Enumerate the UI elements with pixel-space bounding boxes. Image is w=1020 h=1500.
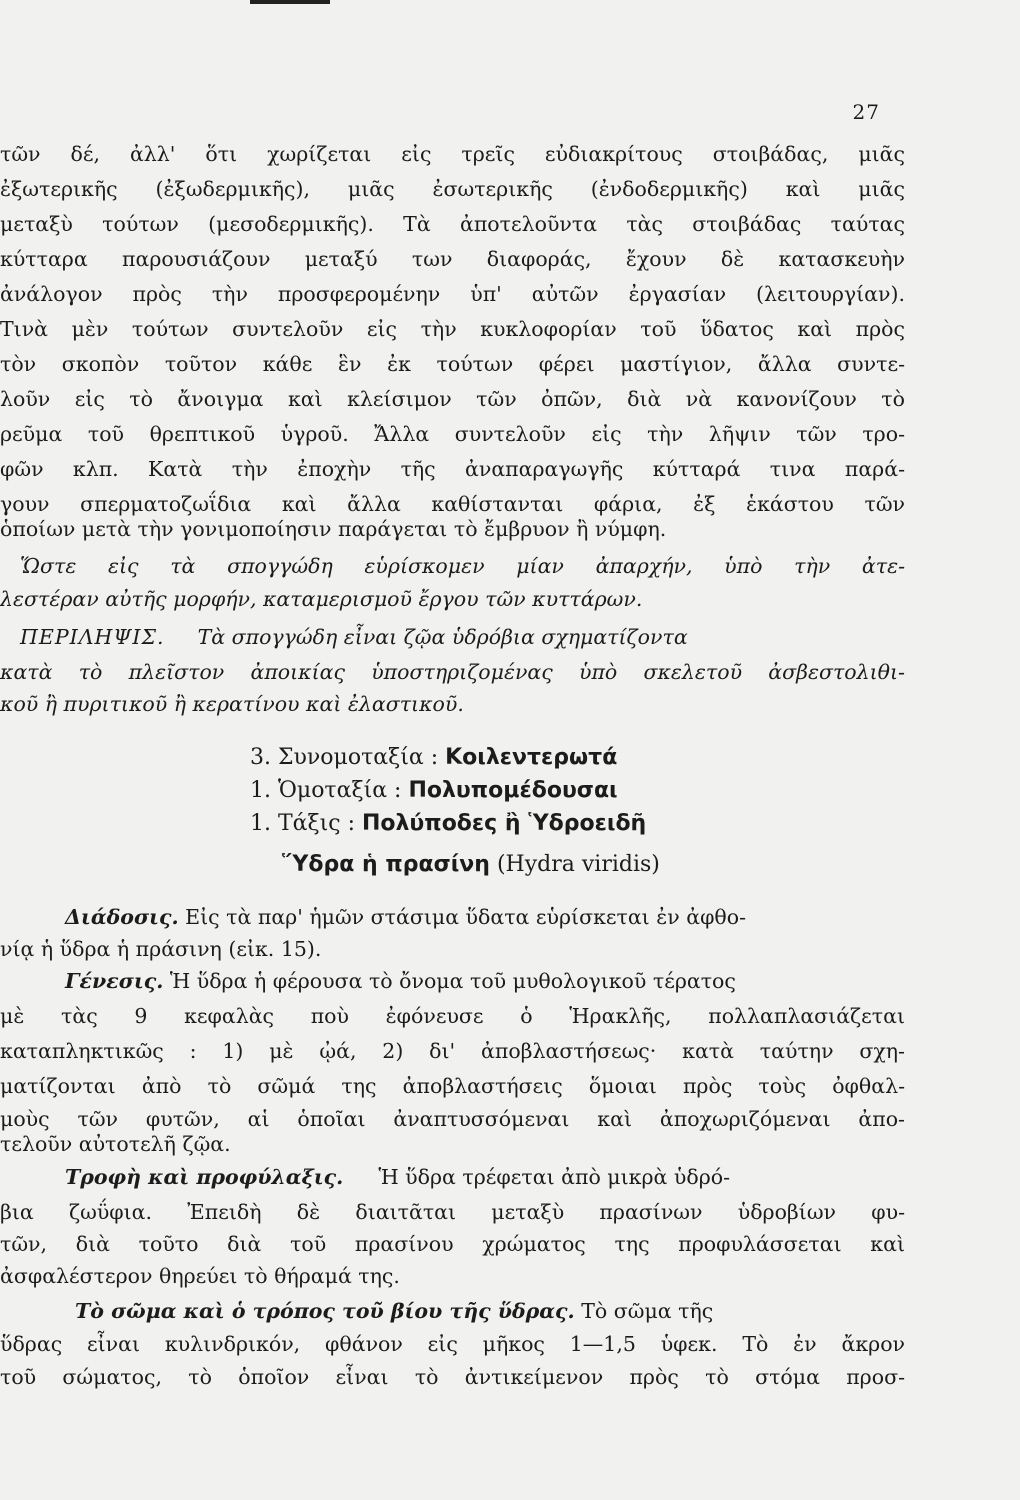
text-line: ματίζονται ἀπὸ τὸ σῶμά της ἀποβλαστήσεις ὅμοιαι πρὸς τοὺς ὀφθαλ- [0,1074,905,1098]
text-line: καταπληκτικῶς : 1) μὲ ᾠά, 2) δι' ἀποβλαστήσεως· κατὰ ταύτην σχη- [0,1039,905,1063]
summary-label: ΠΕΡΙΛΗΨΙΣ. [20,625,165,649]
text-line: τῶν, διὰ τοῦτο διὰ τοῦ πρασίνου χρώματος της προφυλάσσεται καὶ [0,1232,905,1256]
text-line: μεταξὺ τούτων (μεσοδερμικῆς). Τὰ ἀποτελοῦντα τὰς στοιβάδας ταύτας [0,212,905,236]
text-line: ἀσφαλέστερον θηρεύει τὸ θήραμά της. [0,1264,400,1288]
text-line: νίᾳ ἡ ὕδρα ἡ πράσινη (εἰκ. 15). [0,937,322,961]
italic-line: λεστέραν αὐτῆς μορφήν, καταμερισμοῦ ἔργου τῶν κυττάρων. [0,587,643,611]
phylum-prefix: 3. Συνομοταξία : [250,745,439,770]
text-line: τελοῦν αὐτοτελῆ ζῷα. [0,1132,231,1156]
species-name: Ὕδρα ἡ πρασίνη [282,852,490,877]
text-line: ἀνάλογον πρὸς τὴν προσφερομένην ὑπ' αὐτῶν ἐργασίαν (λειτουργίαν). [0,282,905,306]
diadosis-heading: Διάδοσις. [65,905,179,929]
summary-text: Τὰ σπογγώδη εἶναι ζῷα ὑδρόβια σχηματίζοντα [197,625,688,649]
text-line: τῶν δέ, ἀλλ' ὅτι χωρίζεται εἰς τρεῖς εὐδιακρίτους στοιβάδας, μιᾶς [0,142,905,166]
genesis-text: Ἡ ὕδρα ἡ φέρουσα τὸ ὄνομα τοῦ μυθολογικοῦ τέρατος [169,969,736,993]
soma-first-line [75,1297,905,1325]
italic-line: Ὥστε εἰς τὰ σπογγώδη εὑρίσκομεν μίαν ἀπαρχήν, ὑπὸ τὴν ἀτε- [20,554,905,578]
order-name: Πολύποδες ἢ Ὑδροειδῆ [361,811,647,836]
text-line: βια ζωΰφια. Ἐπειδὴ δὲ διαιτᾶται μεταξὺ πρασίνων ὑδροβίων φυ- [0,1200,905,1224]
text-line: Τινὰ μὲν τούτων συντελοῦν εἰς τὴν κυκλοφορίαν τοῦ ὕδατος καὶ πρὸς [0,317,905,341]
phylum-name: Κοιλεντερωτά [445,745,618,770]
soma-heading: Τὸ σῶμα καὶ ὁ τρόπος τοῦ βίου τῆς ὕδρας. [75,1299,575,1323]
summary-first-line [20,623,905,651]
summary-line: κοῦ ἢ πυριτικοῦ ἢ κερατίνου καὶ ἐλαστικοῦ. [0,692,464,716]
text-line: κύτταρα παρουσιάζουν μεταξύ των διαφοράς, ἔχουν δὲ κατασκευὴν [0,247,905,271]
phylum-line [250,743,950,773]
class-line [250,776,950,806]
text-line: λοῦν εἰς τὸ ἄνοιγμα καὶ κλείσιμον τῶν ὀπῶν, διὰ νὰ κανονίζουν τὸ [0,387,905,411]
trophe-text: Ἡ ὕδρα τρέφεται ἀπὸ μικρὰ ὑδρό- [378,1165,731,1189]
text-line: φῶν κλπ. Κατὰ τὴν ἐποχὴν τῆς ἀναπαραγωγῆς κύτταρά τινα παρά- [0,457,905,481]
text-line: ρεῦμα τοῦ θρεπτικοῦ ὑγροῦ. Ἄλλα συντελοῦν εἰς τὴν λῆψιν τῶν τρο- [0,422,905,446]
class-name: Πολυπομέδουσαι [408,778,618,803]
text-line: γουν σπερματοζωΐδια καὶ ἄλλα καθίστανται φάρια, ἐξ ἑκάστου τῶν [0,492,905,516]
text-line: τὸν σκοπὸν τοῦτον κάθε ἓν ἐκ τούτων φέρει μαστίγιον, ἄλλα συντε- [0,352,905,376]
top-edge-mark [250,0,330,4]
diadosis-text: Εἰς τὰ παρ' ἡμῶν στάσιμα ὕδατα εὑρίσκεται ἐν ἀφθο- [185,905,747,929]
text-line: μοὺς τῶν φυτῶν, αἱ ὁποῖαι ἀναπτυσσόμεναι καὶ ἀποχωριζόμεναι ἀπο- [0,1107,905,1131]
text-line: ἐξωτερικῆς (ἐξωδερμικῆς), μιᾶς ἐσωτερικῆς (ἐνδοδερμικῆς) καὶ μιᾶς [0,177,905,201]
genesis-heading: Γένεσις. [65,969,164,993]
soma-text: Τὸ σῶμα τῆς [581,1299,714,1323]
trophe-first-line [65,1163,905,1191]
text-line: μὲ τὰς 9 κεφαλὰς ποὺ ἐφόνευσε ὁ Ἡρακλῆς, πολλαπλασιάζεται [0,1004,905,1028]
trophe-heading: Τροφὴ καὶ προφύλαξις. [65,1165,344,1189]
diadosis-first-line [65,903,905,931]
class-prefix: 1. Ὁμοταξία : [250,778,402,803]
summary-line: κατὰ τὸ πλεῖστον ἀποικίας ὑποστηριζομένας ὑπὸ σκελετοῦ ἀσβεστολιθι- [0,660,905,684]
order-prefix: 1. Τάξις : [250,811,355,836]
species-line [282,850,982,880]
species-latin: (Hydra viridis) [496,852,660,877]
text-line: ὁποίων μετὰ τὴν γονιμοποίησιν παράγεται τὸ ἔμβρυον ἢ νύμφη. [0,517,667,541]
text-line: τοῦ σώματος, τὸ ὁποῖον εἶναι τὸ ἀντικείμενον πρὸς τὸ στόμα προσ- [0,1365,905,1389]
order-line [250,809,950,839]
genesis-first-line [65,967,905,995]
page-number: 27 [852,100,880,124]
text-line: ὕδρας εἶναι κυλινδρικόν, φθάνον εἰς μῆκος 1—1,5 ὑφεκ. Τὸ ἐν ἄκρον [0,1332,905,1356]
